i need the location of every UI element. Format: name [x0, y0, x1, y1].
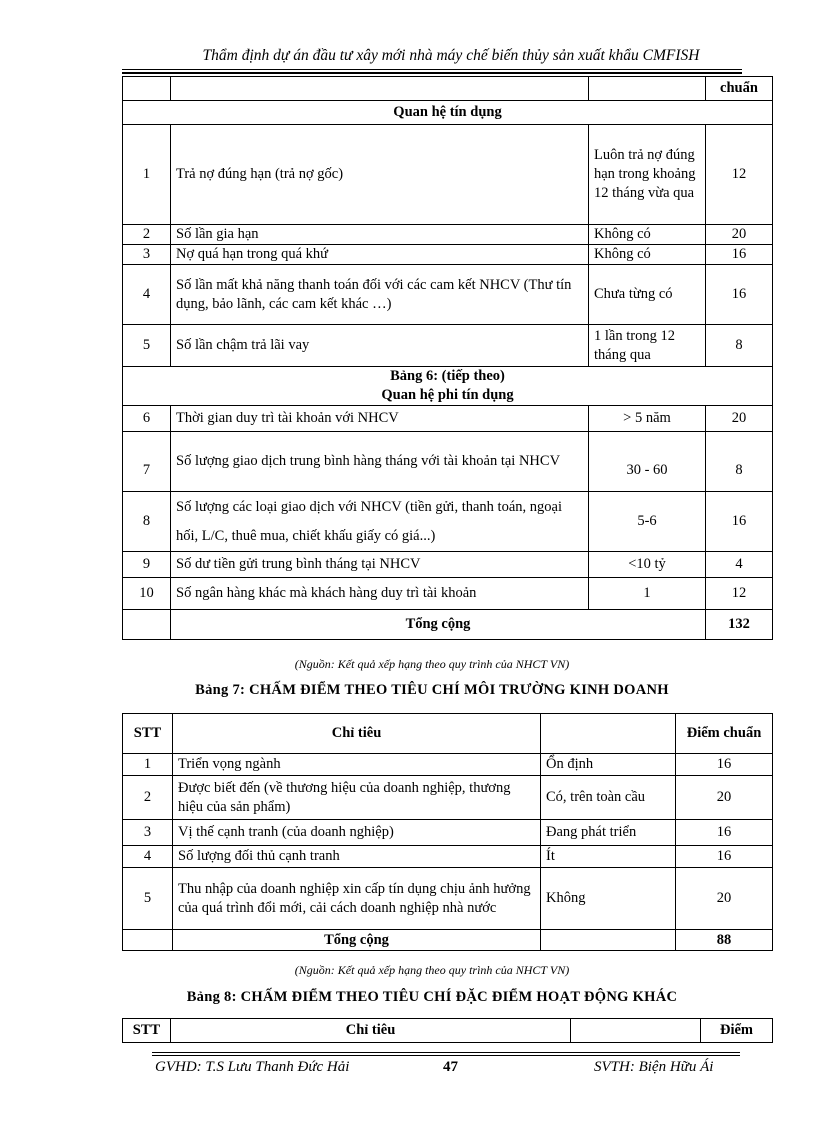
- row-stt: 6: [123, 406, 171, 432]
- row-criterion: Số lần mất khả năng thanh toán đối với các cam kết NHCV (Thư tín dụng, bảo lãnh, các cam kết khác …): [171, 265, 589, 325]
- row-score: 16: [676, 846, 773, 868]
- total-label: Tổng cộng: [171, 610, 706, 640]
- score-column-header: chuẩn: [706, 77, 773, 101]
- table-8: [122, 1018, 773, 1043]
- section-row: [123, 101, 773, 125]
- row-criterion: Nợ quá hạn trong quá khứ: [171, 245, 589, 265]
- source-note: (Nguồn: Kết quả xếp hạng theo quy trình của NHCT VN): [294, 963, 570, 977]
- section-row: [123, 367, 773, 406]
- page-number: 47: [443, 1059, 458, 1075]
- row-value: Đang phát triển: [541, 820, 676, 846]
- row-value: <10 tỷ: [589, 552, 706, 578]
- row-value: Không có: [589, 245, 706, 265]
- table-row: [123, 776, 773, 820]
- section-title-noncredit: Quan hệ phi tín dụng: [381, 387, 514, 403]
- table-row: [123, 406, 773, 432]
- row-score: 12: [706, 125, 773, 225]
- header-rule: [122, 69, 742, 70]
- row-criterion: Được biết đến (về thương hiệu của doanh nghiệp, thương hiệu của sản phẩm): [173, 776, 541, 820]
- row-criterion: Thời gian duy trì tài khoản với NHCV: [171, 406, 589, 432]
- row-stt: 3: [123, 820, 173, 846]
- table-8-caption: Bảng 8: CHẤM ĐIỂM THEO TIÊU CHÍ ĐẶC ĐIỂM HOẠT ĐỘNG KHÁC: [186, 989, 678, 1005]
- total-value: 132: [706, 610, 773, 640]
- row-score: 16: [706, 245, 773, 265]
- section-title-credit: Quan hệ tín dụng: [123, 101, 773, 125]
- row-stt: 10: [123, 578, 171, 610]
- row-value: Có, trên toàn cầu: [541, 776, 676, 820]
- row-score: 20: [706, 406, 773, 432]
- row-criterion: Vị thế cạnh tranh (của doanh nghiệp): [173, 820, 541, 846]
- row-score: 20: [676, 776, 773, 820]
- row-value: Không có: [589, 225, 706, 245]
- row-value: 30 - 60: [589, 432, 706, 492]
- table-header-row: [123, 77, 773, 101]
- continued-title: Bảng 6: (tiếp theo): [390, 368, 505, 384]
- footer-student: SVTH: Biện Hữu Ái: [594, 1059, 714, 1075]
- row-score: 16: [676, 754, 773, 776]
- row-criterion: Trả nợ đúng hạn (trả nợ gốc): [171, 125, 589, 225]
- col-stt-header: STT: [123, 714, 173, 754]
- row-stt: 5: [123, 325, 171, 367]
- total-value: 88: [676, 930, 773, 951]
- row-criterion: Số lần chậm trả lãi vay: [171, 325, 589, 367]
- table-row: [123, 820, 773, 846]
- row-value: Ít: [541, 846, 676, 868]
- row-criterion: Số dư tiền gửi trung bình tháng tại NHCV: [171, 552, 589, 578]
- footer-advisor: GVHD: T.S Lưu Thanh Đức Hải: [155, 1059, 350, 1075]
- row-value: Luôn trả nợ đúng hạn trong khoảng 12 tháng vừa qua: [589, 125, 706, 225]
- table-7: [122, 713, 773, 951]
- row-value: 5-6: [589, 492, 706, 552]
- row-stt: 5: [123, 868, 173, 930]
- col-score-header: Điểm chuẩn: [676, 714, 773, 754]
- footer-rule: [152, 1052, 740, 1053]
- row-stt: 9: [123, 552, 171, 578]
- table-row: [123, 325, 773, 367]
- total-row: [123, 930, 773, 951]
- table-header-row: [123, 1019, 773, 1043]
- row-stt: 1: [123, 754, 173, 776]
- row-score: 16: [706, 492, 773, 552]
- table-row: [123, 125, 773, 225]
- row-score: 16: [706, 265, 773, 325]
- header-rule-thick: [122, 72, 742, 74]
- row-score: 20: [706, 225, 773, 245]
- row-score: 8: [706, 432, 773, 492]
- table-row: [123, 868, 773, 930]
- row-stt: 3: [123, 245, 171, 265]
- row-stt: 4: [123, 846, 173, 868]
- row-stt: 2: [123, 776, 173, 820]
- table-row: [123, 432, 773, 492]
- row-value: Không: [541, 868, 676, 930]
- row-criterion: Số lần gia hạn: [171, 225, 589, 245]
- table-row: [123, 225, 773, 245]
- col-score-header: Điểm: [701, 1019, 773, 1043]
- row-stt: 1: [123, 125, 171, 225]
- row-value: 1 lần trong 12 tháng qua: [589, 325, 706, 367]
- table-header-row: [123, 714, 773, 754]
- row-score: 4: [706, 552, 773, 578]
- table-row: [123, 552, 773, 578]
- total-label: Tổng cộng: [173, 930, 541, 951]
- row-value: Ổn định: [541, 754, 676, 776]
- table-row: [123, 846, 773, 868]
- row-stt: 4: [123, 265, 171, 325]
- page-header-title: Thẩm định dự án đầu tư xây mới nhà máy chế biến thủy sản xuất khẩu CMFISH: [202, 47, 700, 64]
- table-row: [123, 492, 773, 552]
- col-criteria-header: Chỉ tiêu: [173, 714, 541, 754]
- row-stt: 8: [123, 492, 171, 552]
- row-score: 16: [676, 820, 773, 846]
- row-criterion: Thu nhập của doanh nghiệp xin cấp tín dụng chịu ảnh hưởng của quá trình đổi mới, cải cách doanh nghiệp nhà nước: [173, 868, 541, 930]
- row-value: Chưa từng có: [589, 265, 706, 325]
- total-row: [123, 610, 773, 640]
- source-note: (Nguồn: Kết quả xếp hạng theo quy trình của NHCT VN): [294, 657, 570, 671]
- table-6: [122, 76, 773, 640]
- row-stt: 2: [123, 225, 171, 245]
- row-criterion: Số lượng giao dịch trung bình hàng tháng với tài khoản tại NHCV: [171, 432, 589, 492]
- section-header-noncredit: [123, 367, 773, 406]
- row-score: 20: [676, 868, 773, 930]
- footer-rule: [152, 1055, 740, 1056]
- row-criterion: Số lượng đối thủ cạnh tranh: [173, 846, 541, 868]
- row-criterion: Số ngân hàng khác mà khách hàng duy trì tài khoản: [171, 578, 589, 610]
- col-criteria-header: Chỉ tiêu: [171, 1019, 571, 1043]
- table-row: [123, 578, 773, 610]
- row-criterion: Triển vọng ngành: [173, 754, 541, 776]
- table-row: [123, 265, 773, 325]
- row-score: 12: [706, 578, 773, 610]
- table-7-caption: Bảng 7: CHẤM ĐIỂM THEO TIÊU CHÍ MÔI TRƯỜNG KINH DOANH: [195, 682, 669, 698]
- col-stt-header: STT: [123, 1019, 171, 1043]
- table-row: [123, 245, 773, 265]
- row-criterion: Số lượng các loại giao dịch với NHCV (tiền gửi, thanh toán, ngoại hối, L/C, thuê mua, chiết khấu giấy có giá...): [171, 492, 589, 552]
- row-value: > 5 năm: [589, 406, 706, 432]
- row-value: 1: [589, 578, 706, 610]
- table-row: [123, 754, 773, 776]
- row-score: 8: [706, 325, 773, 367]
- row-stt: 7: [123, 432, 171, 492]
